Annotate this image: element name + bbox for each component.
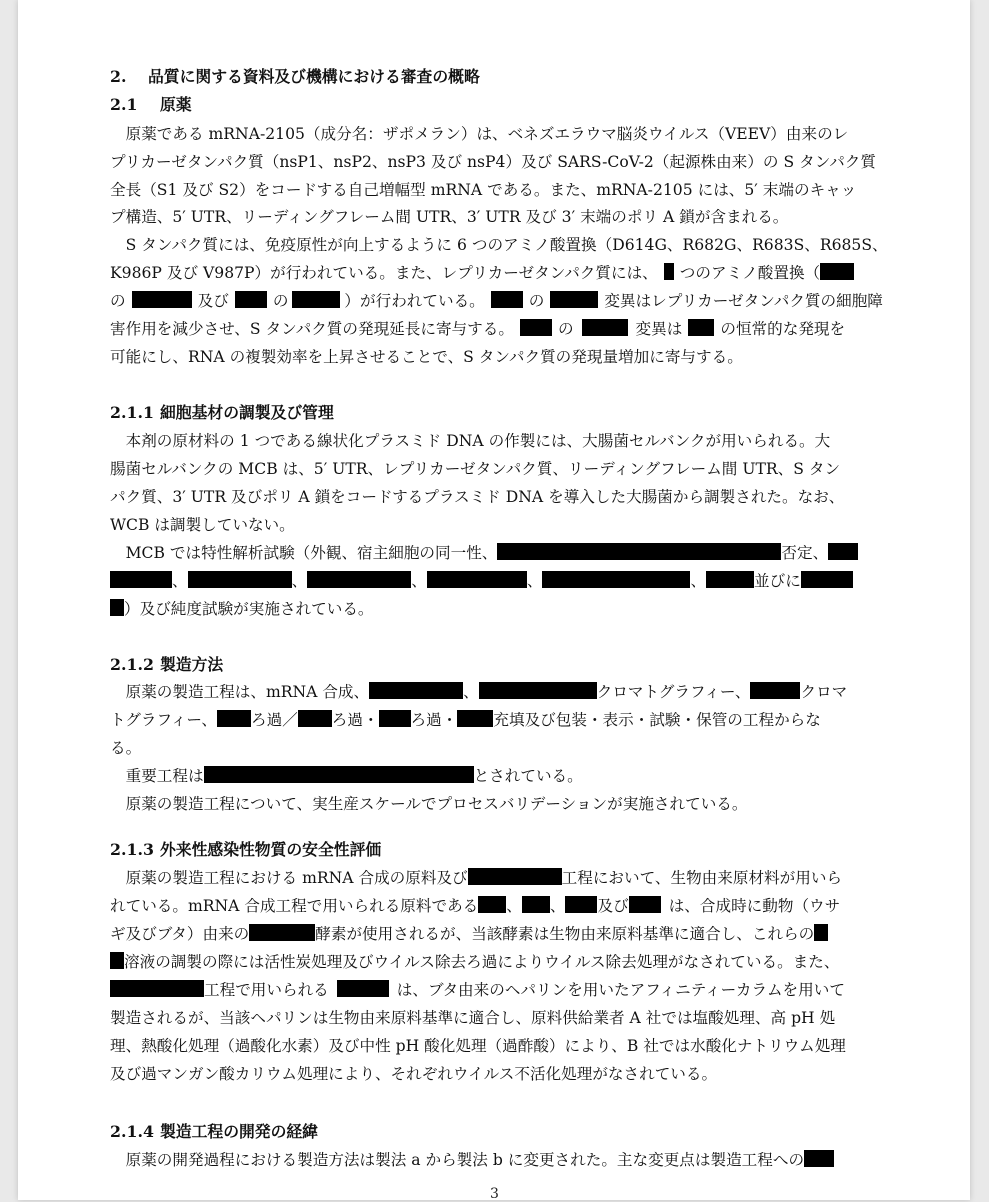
paragraph-line — [110, 681, 847, 703]
paragraph-line — [110, 542, 858, 564]
text-span: 及び — [597, 897, 629, 915]
text-span: 、 — [549, 897, 566, 915]
text-span: K986P 及び V987P）が行われている。また、レプリカーゼタンパク質には、 — [110, 264, 658, 282]
text-span: 否定、 — [781, 544, 829, 562]
redaction-block — [582, 319, 628, 336]
document-page — [18, 0, 970, 1200]
text-span: 、 — [291, 572, 308, 590]
paragraph-line: WCB は調製していない。 — [110, 516, 295, 534]
redaction-block — [522, 896, 550, 913]
paragraph-line: る。 — [110, 739, 142, 757]
text-span: 、 — [526, 572, 543, 590]
redaction-block — [804, 1150, 834, 1167]
text-span: 工程において、生物由来原材料が用いら — [561, 869, 843, 887]
text-span: 並びに — [754, 572, 801, 590]
text-span: 及び — [197, 292, 229, 310]
paragraph-line: 理、熱酸化処理（過酸化水素）及び中性 pH 酸化処理（過酢酸）により、B 社では水酸化ナトリウム処理 — [110, 1037, 846, 1055]
text-span: 、 — [690, 572, 707, 590]
heading-number: 2.1.3 — [110, 840, 154, 859]
text-span: とされている。 — [473, 767, 583, 785]
redaction-block — [337, 980, 389, 997]
text-span: の — [272, 292, 289, 310]
redaction-block — [828, 543, 858, 560]
paragraph-line — [110, 951, 839, 973]
paragraph-line: 本剤の原材料の 1 つである線状化プラスミド DNA の作製には、大腸菌セルバンクが用いられる。大 — [110, 432, 831, 450]
heading-number: 2.1.1 — [110, 403, 154, 422]
redaction-block — [542, 571, 690, 588]
heading-number: 2. — [110, 67, 127, 86]
text-span: 原薬の開発過程における製造方法は製法 a から製法 b に変更された。主な変更点は製造工程への — [110, 1151, 805, 1169]
redaction-block — [814, 924, 828, 941]
redaction-block — [706, 571, 754, 588]
redaction-block — [307, 571, 411, 588]
text-span: 重要工程は — [110, 767, 204, 785]
paragraph-line — [110, 598, 374, 620]
text-span: 酵素が使用されるが、当該酵素は生物由来原料基準に適合し、これらの — [315, 925, 815, 943]
redaction-block — [479, 682, 597, 699]
paragraph-line — [110, 867, 842, 889]
paragraph-line: 製造されるが、当該ヘパリンは生物由来原料基準に適合し、原料供給業者 A 社では塩酸処理、高 pH 処 — [110, 1009, 836, 1027]
text-span: 原薬の製造工程は、mRNA 合成、 — [110, 683, 370, 701]
redaction-block — [110, 980, 204, 997]
redaction-block — [292, 291, 340, 308]
redaction-block — [629, 896, 661, 913]
text-span: つのアミノ酸置換（ — [679, 264, 821, 282]
text-span: 変異は — [635, 320, 683, 338]
section-heading-2-1-1 — [110, 402, 334, 424]
redaction-block — [664, 263, 674, 280]
redaction-block — [468, 868, 562, 885]
redaction-block — [110, 571, 172, 588]
heading-number: 2.1.2 — [110, 655, 154, 674]
heading-title: 製造方法 — [160, 655, 224, 674]
paragraph-line — [110, 290, 883, 312]
section-heading-2-1 — [110, 94, 192, 116]
text-span: ろ過・ — [331, 711, 379, 729]
redaction-block — [497, 543, 781, 560]
redaction-block — [520, 319, 552, 336]
redaction-block — [688, 319, 714, 336]
text-span: 害作用を減少させ、S タンパク質の発現延長に寄与する。 — [110, 320, 514, 338]
paragraph-line: 及び過マンガン酸カリウム処理により、それぞれウイルス不活化処理がなされている。 — [110, 1065, 718, 1083]
paragraph-line: 可能にし、RNA の複製効率を上昇させることで、S タンパク質の発現量増加に寄与する。 — [110, 348, 743, 366]
text-span: ）が行われている。 — [344, 292, 485, 310]
paragraph-line — [110, 709, 821, 731]
redaction-block — [188, 571, 292, 588]
heading-number: 2.1 — [110, 95, 138, 114]
text-span: 、 — [172, 572, 188, 590]
page-number: 3 — [490, 1186, 499, 1202]
section-heading-2-1-3 — [110, 839, 381, 861]
text-span: クロマ — [800, 683, 848, 701]
paragraph-line: 腸菌セルバンクの MCB は、5′ UTR、レプリカーゼタンパク質、リーディングフレーム間 UTR、S タン — [110, 460, 841, 478]
text-span: ）及び純度試験が実施されている。 — [124, 600, 374, 618]
text-span: は、ブタ由来のヘパリンを用いたアフィニティーカラムを用いて — [396, 981, 845, 999]
redaction-block — [298, 710, 332, 727]
heading-title: 細胞基材の調製及び管理 — [160, 403, 334, 422]
heading-title: 外来性感染性物質の安全性評価 — [160, 840, 382, 859]
text-span: ろ過／ — [250, 711, 298, 729]
text-span: 変異はレプリカーゼタンパク質の細胞障 — [604, 292, 883, 310]
paragraph-line — [110, 262, 854, 284]
redaction-block — [491, 291, 523, 308]
text-span: の — [528, 292, 545, 310]
redaction-block — [801, 571, 853, 588]
redaction-block — [235, 291, 267, 308]
redaction-block — [478, 896, 506, 913]
section-heading-2 — [110, 66, 480, 88]
redaction-block — [457, 710, 493, 727]
paragraph-line — [110, 1149, 834, 1171]
redaction-block — [427, 571, 527, 588]
section-heading-2-1-2 — [110, 654, 223, 676]
paragraph-line — [110, 895, 840, 917]
redaction-block — [132, 291, 192, 308]
text-span: MCB では特性解析試験（外観、宿主細胞の同一性、 — [110, 544, 498, 562]
text-span: の — [557, 320, 574, 338]
redaction-block — [379, 710, 411, 727]
redaction-block — [820, 263, 854, 280]
heading-number: 2.1.4 — [110, 1122, 154, 1141]
heading-title: 原薬 — [160, 95, 192, 114]
paragraph-line: プ構造、5′ UTR、リーディングフレーム間 UTR、3′ UTR 及び 3′ 末端のポリ A 鎖が含まれる。 — [110, 208, 789, 226]
redaction-block — [217, 710, 251, 727]
paragraph-line: 原薬の製造工程について、実生産スケールでプロセスバリデーションが実施されている。 — [110, 795, 748, 813]
text-span: 原薬の製造工程における mRNA 合成の原料及び — [110, 869, 468, 887]
text-span: 、 — [506, 897, 522, 915]
text-span: クロマトグラフィー、 — [596, 683, 751, 701]
redaction-block — [110, 952, 124, 969]
text-span: 、 — [463, 683, 479, 701]
paragraph-line: S タンパク質には、免疫原性が向上するように 6 つのアミノ酸置換（D614G、R682G、R683S、R685S、 — [110, 236, 888, 254]
text-span: 充填及び包装・表示・試験・保管の工程からな — [493, 711, 821, 729]
text-span: の恒常的な発現を — [720, 320, 846, 338]
paragraph-line — [110, 570, 853, 592]
paragraph-line: プリカーゼタンパク質（nsP1、nsP2、nsP3 及び nsP4）及び SARS-CoV-2（起源株由来）の S タンパク質 — [110, 153, 876, 171]
redaction-block — [750, 682, 800, 699]
text-span: 、 — [411, 572, 427, 590]
section-heading-2-1-4 — [110, 1121, 318, 1143]
text-span: トグラフィー、 — [110, 711, 217, 729]
paragraph-line — [110, 765, 583, 787]
heading-title: 品質に関する資料及び機構における審査の概略 — [148, 67, 480, 86]
redaction-block — [110, 599, 124, 616]
paragraph-line: 全長（S1 及び S2）をコードする自己増幅型 mRNA である。また、mRNA-2105 には、5′ 末端のキャッ — [110, 181, 857, 199]
paragraph-line: 原薬である mRNA-2105（成分名：ザポメラン）は、ベネズエラウマ脳炎ウイルス（VEEV）由来のレ — [110, 125, 849, 143]
text-span: の — [110, 292, 126, 310]
redaction-block — [369, 682, 463, 699]
text-span: ギ及びブタ）由来の — [110, 925, 250, 943]
paragraph-line — [110, 979, 845, 1001]
text-span: ろ過・ — [410, 711, 458, 729]
text-span: は、合成時に動物（ウサ — [668, 897, 841, 915]
text-span: 溶液の調製の際には活性炭処理及びウイルス除去ろ過によりウイルス除去処理がなされている。また、 — [124, 953, 840, 971]
redaction-block — [550, 291, 598, 308]
paragraph-line: パク質、3′ UTR 及びポリ A 鎖をコードするプラスミド DNA を導入した大腸菌から調製された。なお、 — [110, 488, 845, 506]
text-span: れている。mRNA 合成工程で用いられる原料である — [110, 897, 479, 915]
paragraph-line — [110, 923, 828, 945]
redaction-block — [204, 766, 474, 783]
redaction-block — [565, 896, 597, 913]
paragraph-line — [110, 318, 845, 340]
heading-title: 製造工程の開発の経緯 — [160, 1122, 318, 1141]
redaction-block — [249, 924, 315, 941]
text-span: 工程で用いられる — [204, 981, 329, 999]
